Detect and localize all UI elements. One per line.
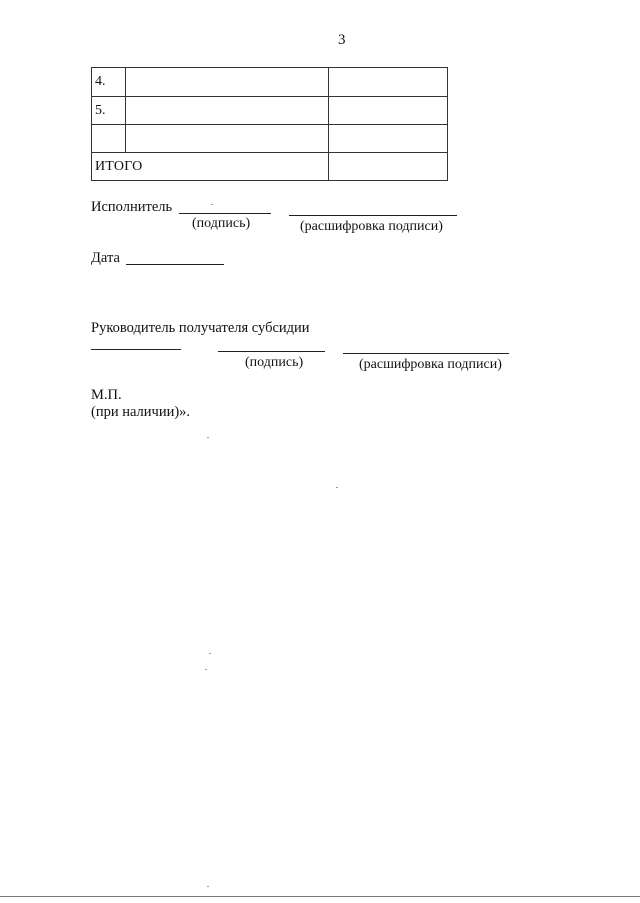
head-signature-caption: (подпись): [245, 355, 304, 370]
scan-edge-line: [0, 896, 640, 897]
scan-speck: [205, 669, 207, 670]
stamp-label: М.П.: [91, 387, 122, 403]
row-name-cell: [126, 97, 329, 125]
table-row: [92, 68, 448, 97]
stamp-note: (при наличии)».: [91, 404, 191, 420]
row-name-cell: [126, 125, 329, 153]
executor-label: Исполнитель: [91, 199, 173, 215]
total-sum-cell: [329, 153, 448, 181]
executor-transcript-line: [289, 215, 457, 216]
head-blank-line: [91, 349, 181, 350]
row-sum-cell: [329, 97, 448, 125]
table-row: [92, 125, 448, 153]
date-line: [126, 264, 224, 265]
head-label: Руководитель получателя субсидии: [91, 320, 310, 336]
row-sum-cell: [329, 68, 448, 97]
scan-speck: [336, 487, 338, 488]
row-name-cell: [126, 68, 329, 97]
table-row: [92, 97, 448, 125]
scan-speck: [209, 653, 211, 654]
total-label: ИТОГО: [92, 153, 329, 181]
head-signature-line: [218, 351, 325, 352]
row-number-cell: 4.: [92, 68, 126, 97]
scan-speck: [207, 437, 209, 438]
executor-signature-line: [179, 213, 271, 214]
head-transcript-line: [343, 353, 509, 354]
scan-speck: [207, 886, 209, 887]
row-number-cell: [92, 125, 126, 153]
page-number: 3: [338, 32, 346, 48]
date-label: Дата: [91, 250, 120, 266]
head-transcript-caption: (расшифровка подписи): [359, 357, 502, 372]
executor-signature-caption: (подпись): [192, 216, 251, 231]
row-sum-cell: [329, 125, 448, 153]
total-row: [92, 153, 448, 181]
executor-transcript-caption: (расшифровка подписи): [300, 219, 443, 234]
row-number-cell: 5.: [92, 97, 126, 125]
scan-speck: [211, 204, 213, 205]
budget-table: [91, 67, 448, 181]
